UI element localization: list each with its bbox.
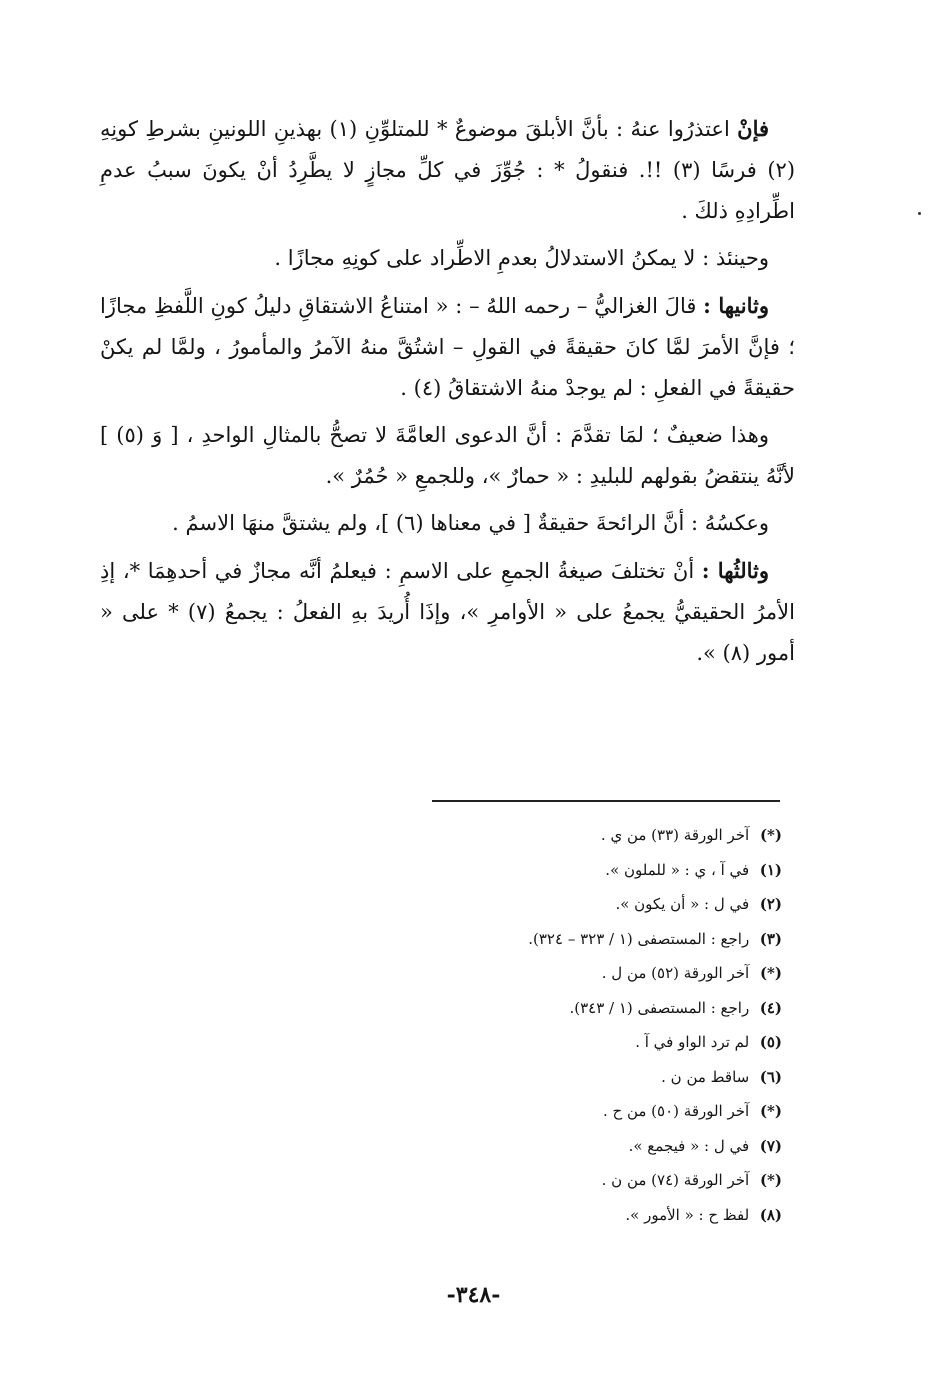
footnote-text: راجع : المستصفى (١ / ٣٢٣ – ٣٢٤). xyxy=(528,929,750,948)
footnote-number: (٧) xyxy=(759,1136,782,1155)
paragraph-3 xyxy=(100,285,795,409)
paragraph-6 xyxy=(100,550,795,674)
footnote xyxy=(300,1094,782,1129)
footnote-text: آخر الورقة (٥٢) من ل . xyxy=(601,964,750,982)
footnote xyxy=(300,1129,782,1164)
footnote-text: راجع : المستصفى (١ / ٣٤٣). xyxy=(569,998,750,1017)
footnote-text: ساقط من ن . xyxy=(661,1067,750,1086)
footnote xyxy=(300,1025,782,1060)
footnote-text: في ل : « فيجمع ». xyxy=(628,1136,750,1155)
footnote-text: آخر الورقة (٥٠) من ح . xyxy=(602,1102,750,1120)
paragraph-3-keyword: وثانيها : xyxy=(703,293,769,318)
footnote xyxy=(300,991,782,1026)
footnote-number: (٨) xyxy=(759,1205,782,1224)
ink-speck xyxy=(918,212,921,215)
footnote xyxy=(300,853,782,888)
footnote-text: لفظ ح : « الأمور ». xyxy=(625,1205,750,1224)
footnote xyxy=(300,1163,782,1198)
footnote xyxy=(300,956,782,991)
footnote-number: (*) xyxy=(759,1102,782,1120)
footnote xyxy=(300,1198,782,1233)
footnote-text: في آ ، ي : « للملون ». xyxy=(605,860,750,879)
paragraph-6-text: أنْ تختلفَ صيغةُ الجمعِ على الاسمِ : فيعلمُ أنَّه مجازٌ في أحدهِمَا *، إذِ الأمرُ الحقيقيُّ يجمعُ على « الأوامرِ »، وإذَا أُريدَ بهِ الفعلُ : يجمعُ (٧) * على « أمور (٨) ». xyxy=(100,559,795,665)
footnote-number: (٣) xyxy=(759,929,782,948)
footnote-number: (٤) xyxy=(759,998,782,1017)
footnote-number: (٢) xyxy=(759,895,782,913)
footnote-text: لم ترد الواو في آ . xyxy=(635,1033,750,1051)
main-text xyxy=(100,108,795,680)
footnote-number: (*) xyxy=(759,964,782,982)
page-number: -٣٤٨- xyxy=(446,1282,501,1308)
paragraph-2: وحينئذ : لا يمكنُ الاستدلالُ بعدمِ الاطِّراد على كونِهِ مجازًا . xyxy=(274,246,769,270)
footnotes xyxy=(300,818,782,1232)
paragraph-1-keyword: فإنْ xyxy=(737,116,769,141)
footnote-number: (٦) xyxy=(759,1067,782,1086)
paragraph-3-text: قالَ الغزاليُّ – رحمه اللهُ – : « امتناعُ الاشتقاقِ دليلُ كونِ اللَّفظِ مجازًا ؛ فإنَّ الأمرَ لمَّا كانَ حقيقةً في القولِ – اشتُقَّ منهُ الآمرُ والمأمورُ ، ولمَّا لم يكنْ حقيقةً في الفعلِ : لم يوجدْ منهُ الاشتقاقُ (٤) . xyxy=(100,294,795,400)
footnote-number: (*) xyxy=(759,826,782,844)
paragraph-6-keyword: وثالثُها : xyxy=(701,558,769,583)
footnote-number: (١) xyxy=(759,860,782,879)
footnote-text: آخر الورقة (٣٣) من ي . xyxy=(600,826,750,844)
footnote xyxy=(300,1060,782,1095)
paragraph-1 xyxy=(100,108,795,232)
footnote xyxy=(300,887,782,922)
footnote-number: (٥) xyxy=(759,1033,782,1051)
footnote-text: في ل : « أن يكون ». xyxy=(615,895,750,913)
footnote xyxy=(300,922,782,957)
paragraph-4: وهذا ضعيفٌ ؛ لمَا تقدَّمَ : أنَّ الدعوى العامَّةَ لا تصحُّ بالمثالِ الواحدِ ، [ وَ (٥) ] لأنَّهُ ينتقضُ بقولهم للبليدِ : « حمارٌ »، وللجمعِ « حُمُرٌ ». xyxy=(100,423,795,488)
paragraph-1-text: اعتذرُوا عنهُ : بأنَّ الأبلقَ موضوعٌ * للمتلوِّنِ (١) بهذينِ اللونينِ بشرطِ كونِهِ (٢) فرسًا (٣) !!. فنقولُ * : جُوِّزَ في كلِّ مجازٍ لا يطَّرِدُ أنْ يكونَ سببُ عدمِ اطِّرادِهِ ذلكَ . xyxy=(100,117,796,223)
footnote-text: آخر الورقة (٧٤) من ن . xyxy=(601,1171,750,1189)
paragraph-5: وعكسُهُ : أنَّ الرائحةَ حقيقةٌ [ في معناها (٦) ]، ولم يشتقَّ منهَا الاسمُ . xyxy=(172,511,769,535)
footnote-number: (*) xyxy=(759,1171,782,1189)
footnote xyxy=(300,818,782,853)
footnote-separator xyxy=(432,800,780,802)
